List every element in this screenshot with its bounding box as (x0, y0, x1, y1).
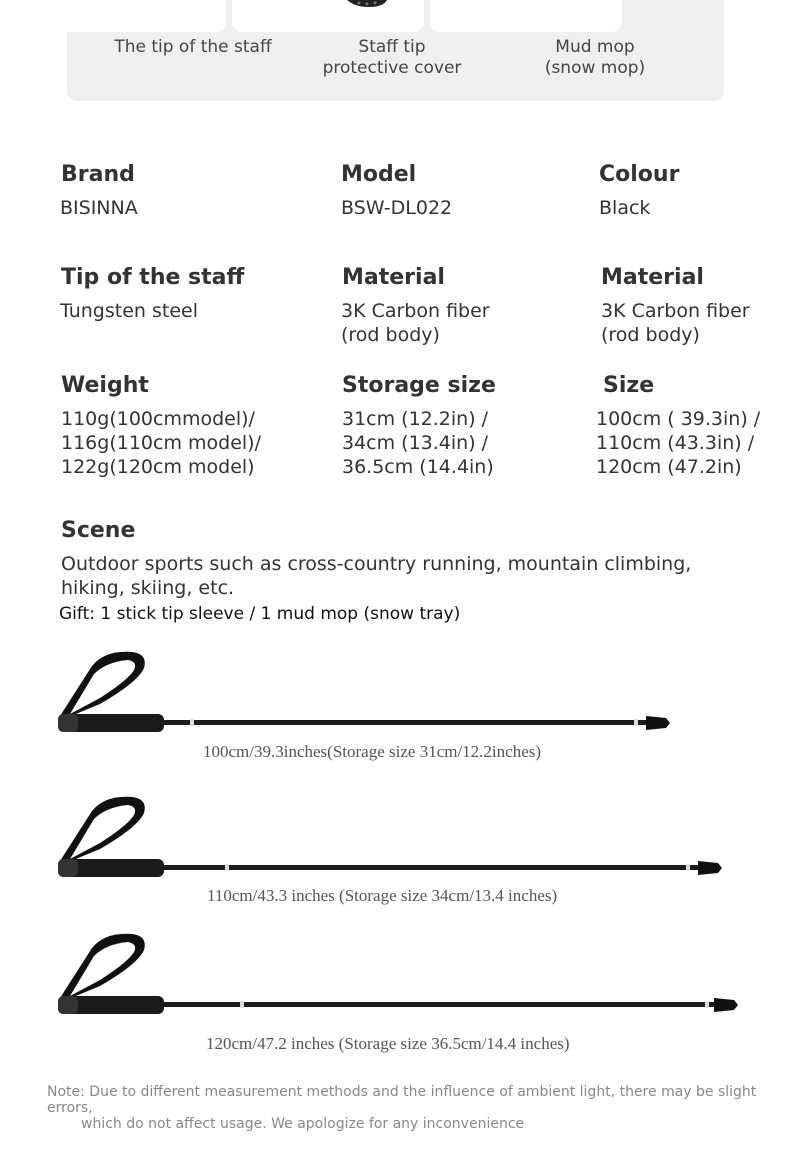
spec-title-brand: Brand (61, 162, 135, 187)
spec-title-model: Model (341, 162, 417, 187)
strap-brand-text: BISINNA (99, 943, 129, 964)
spec-value-scene: Outdoor sports such as cross-country running, mountain climbing, hiking, skiing, etc. (61, 553, 692, 599)
spec-title-scene: Scene (61, 518, 136, 543)
spec-value-material: 3K Carbon fiber (rod body) (341, 300, 490, 346)
spec-value-colour: Black (599, 197, 651, 219)
accessory-label-mud-mop: Mud mop (snow mop) (544, 37, 646, 78)
accessory-card-mud-mop (430, 0, 622, 32)
spec-value-weight: 110g(100cmmodel)/ 116g(110cm model)/ 122g(120cm model) (61, 408, 261, 478)
pole-100cm-caption: 100cm/39.3inches(Storage size 31cm/12.2inches) (203, 742, 542, 761)
pole-120cm-caption: 120cm/47.2 inches (Storage size 36.5cm/14.4 inches) (206, 1034, 570, 1053)
accessory-card-staff-tip (34, 0, 226, 32)
trekking-pole-110cm-image (50, 793, 740, 885)
spec-title-storage-size: Storage size (342, 373, 496, 398)
spec-title-size: Size (603, 373, 655, 398)
trekking-pole-100cm-image (50, 648, 690, 740)
spec-value-tip: Tungsten steel (60, 300, 198, 322)
measurement-note (47, 1084, 767, 1132)
spec-value-brand: BISINNA (60, 197, 138, 219)
pole-110cm-caption: 110cm/43.3 inches (Storage size 34cm/13.4 inches) (207, 886, 558, 905)
strap-brand-text: BISINNA (99, 806, 129, 827)
spec-value-storage-size: 31cm (12.2in) / 34cm (13.4in) / 36.5cm (14.4in) (342, 408, 494, 478)
accessory-card-protective-cover (232, 0, 424, 32)
accessory-label-staff-tip: The tip of the staff (114, 37, 272, 57)
accessory-label-protective-cover: Staff tip protective cover (322, 37, 462, 78)
trekking-pole-120cm-image (50, 930, 750, 1022)
note-line-2: which do not affect usage. We apologize for any inconvenience (81, 1116, 525, 1132)
protective-cover-image (345, 0, 389, 8)
spec-title-colour: Colour (599, 162, 680, 187)
spec-title-material: Material (342, 265, 445, 290)
spec-title-weight: Weight (61, 373, 149, 398)
spec-title-material-2: Material (601, 265, 704, 290)
spec-title-tip: Tip of the staff (61, 265, 245, 290)
spec-value-size: 100cm ( 39.3in) / 110cm (43.3in) / 120cm (47.2in) (596, 408, 761, 478)
spec-value-material-2: 3K Carbon fiber (rod body) (601, 300, 750, 346)
note-line-1: Note: Due to different measurement methods and the influence of ambient light, there may be slight errors, (47, 1084, 757, 1116)
gift-text: Gift: 1 stick tip sleeve / 1 mud mop (snow tray) (59, 604, 461, 624)
spec-value-model: BSW-DL022 (341, 197, 453, 219)
strap-brand-text: BISINNA (99, 661, 129, 682)
